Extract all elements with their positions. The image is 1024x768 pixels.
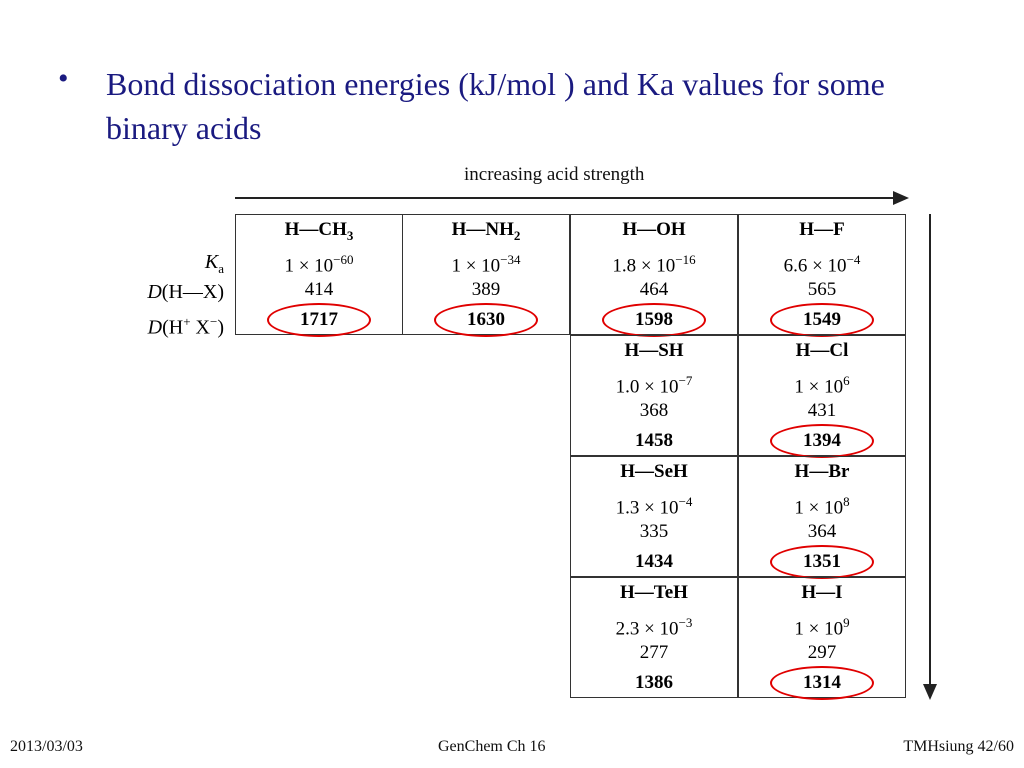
acid-cell-oh (570, 214, 738, 335)
formula: H—F (799, 219, 845, 240)
row-label-spacer (100, 217, 224, 247)
highlight-circle (770, 303, 874, 337)
ka-value: $1 \times 10^8$ (794, 494, 850, 519)
dion-value: 1314 (739, 668, 905, 698)
footer-course: GenChem Ch 16 (438, 738, 546, 755)
row-label-ka: $K_a$ (204, 251, 224, 276)
ka-value: $1 \times 10^{-34}$ (451, 252, 521, 277)
dion-value: 1386 (635, 672, 673, 693)
ka-value: $1 \times 10^9$ (794, 615, 850, 640)
formula: H—SeH (620, 461, 688, 482)
footer-date: 2013/03/03 (10, 738, 83, 755)
arrow-head-down-icon (923, 684, 937, 700)
formula: H—I (801, 582, 843, 603)
ka-value: $1.8 \times 10^{-16}$ (612, 252, 696, 277)
highlight-circle (770, 424, 874, 458)
dhx-value: 414 (304, 279, 334, 300)
formula: H—SH (624, 340, 684, 361)
acid-cell-teh (570, 577, 738, 698)
row-labels (100, 217, 224, 337)
dion-value: 1351 (739, 547, 905, 577)
formula: H—Br (794, 461, 850, 482)
ka-value: $1.0 \times 10^{-7}$ (615, 373, 693, 398)
slide-title: Bond dissociation energies (kJ/mol ) and Ka values for some binary acids (106, 66, 885, 146)
acid-cell-sh (570, 335, 738, 456)
row-label-dion: D(H+ X−) (147, 314, 224, 339)
dion-value: 1434 (635, 551, 673, 572)
formula: H—OH (622, 219, 686, 240)
formula: H—TeH (620, 582, 688, 603)
acid-cell-f (738, 214, 906, 335)
ka-value: $2.3 \times 10^{-3}$ (615, 615, 693, 640)
highlight-circle (770, 666, 874, 700)
acid-cell-br (738, 456, 906, 577)
acid-cell-nh2 (402, 214, 570, 335)
ka-value: $1.3 \times 10^{-4}$ (615, 494, 693, 519)
dion-value: 1598 (571, 305, 737, 335)
acid-cell-cl (738, 335, 906, 456)
formula: H—Cl (795, 340, 849, 361)
dhx-value: 389 (471, 279, 501, 300)
dhx-value: 335 (639, 521, 669, 542)
highlight-circle (267, 303, 371, 337)
acid-strength-arrow-vertical (929, 214, 931, 684)
dion-value: 1458 (635, 430, 673, 451)
formula: $H—NH_2$ (451, 219, 521, 243)
acid-cell-ch3 (235, 214, 403, 335)
highlight-circle (602, 303, 706, 337)
dhx-value: 431 (807, 400, 837, 421)
footer-page-number: TMHsiung 42/60 (903, 738, 1014, 755)
acid-cell-seh (570, 456, 738, 577)
formula: $H—CH_3$ (284, 219, 354, 243)
dion-value: 1549 (739, 305, 905, 335)
row-label-dhx: D(H—X) (147, 281, 224, 303)
highlight-circle (770, 545, 874, 579)
acid-strength-arrow-horizontal (235, 197, 905, 199)
ka-value: $6.6 \times 10^{-4}$ (783, 252, 861, 277)
dhx-value: 364 (807, 521, 837, 542)
dhx-value: 368 (639, 400, 669, 421)
dion-value: 1630 (403, 305, 569, 335)
dhx-value: 297 (807, 642, 837, 663)
dhx-value: 277 (639, 642, 669, 663)
dhx-value: 464 (639, 279, 669, 300)
dhx-value: 565 (807, 279, 837, 300)
ka-value: $1 \times 10^6$ (794, 373, 850, 398)
arrow-label: increasing acid strength (464, 164, 645, 185)
ka-value: $1 \times 10^{-60}$ (284, 252, 354, 277)
acid-cell-i (738, 577, 906, 698)
arrow-head-right-icon (893, 191, 909, 205)
dion-value: 1717 (236, 305, 402, 335)
highlight-circle (434, 303, 538, 337)
dion-value: 1394 (739, 426, 905, 456)
bullet: • (58, 62, 69, 95)
